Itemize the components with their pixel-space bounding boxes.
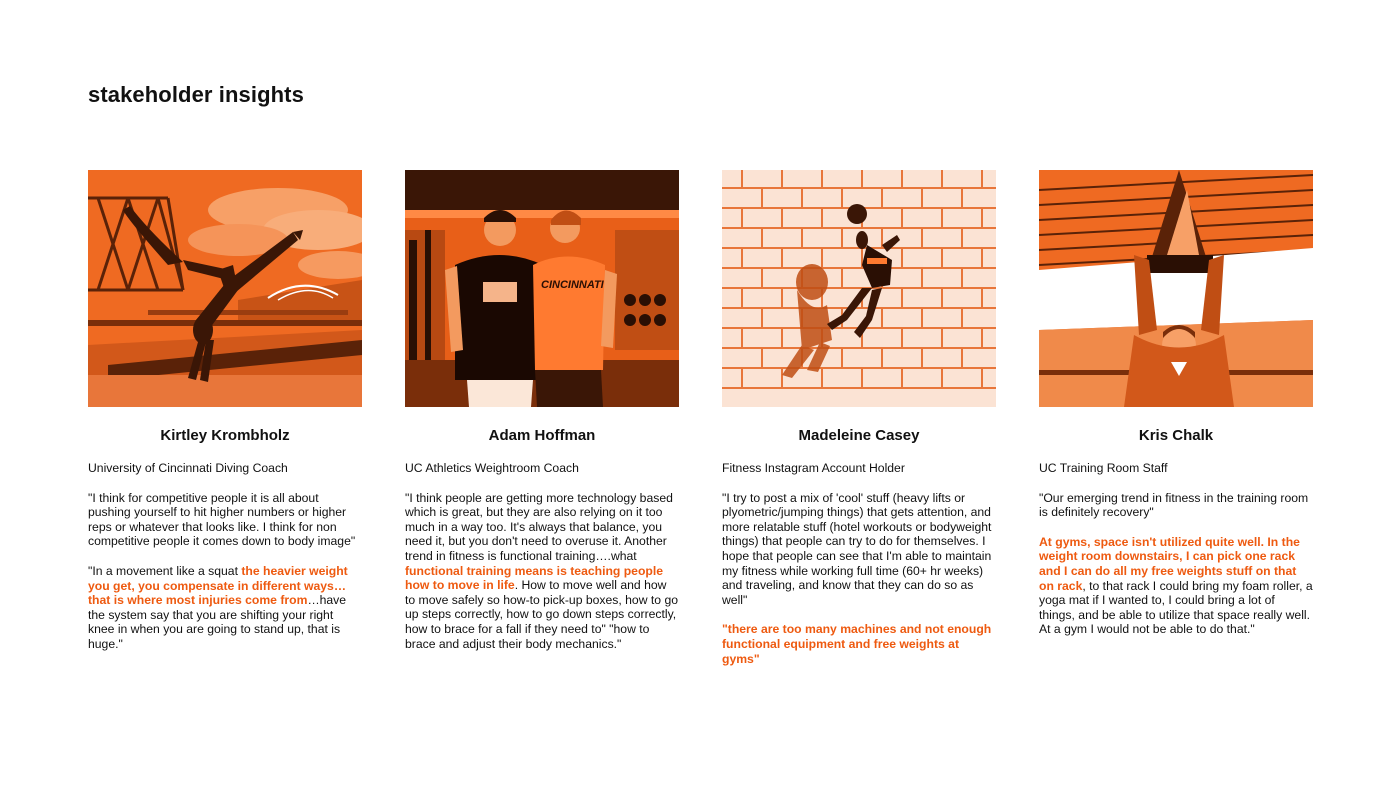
stakeholder-card-kirtley [88,170,362,652]
stakeholder-role: Fitness Instagram Account Holder [722,461,905,475]
stakeholder-quote-highlighted [1039,535,1313,637]
stakeholder-card-madeleine [722,170,996,666]
trophy-photo [1039,170,1313,407]
quote-highlight: the heavier weight you get, you compensate in different ways… that is where most injuries come from [88,563,348,608]
quote-highlight: functional training means is teaching people how to move in life [405,563,664,593]
stakeholder-quote: "I try to post a mix of 'cool' stuff (heavy lifts or plyometric/jumping things) that gets attention, and more relatable stuff (hotel workouts or bodyweight things) that people can try to do for themselves. I hope that people can see that I'm able to maintain my fitness while working full time (60+ hr weeks) and traveling, and know that they can do so as well" [722,490,992,607]
stakeholder-quote-highlighted [722,622,996,666]
stakeholder-quote-highlighted [405,491,679,652]
quote-text: . How to move well and how to move safely so how-to pick-up boxes, how to go up steps correctly, how to go down steps correctly, how to brace for a fall if they need to" "how to brace and adjust their body mechanics." [405,578,679,651]
quote-text: …have the system say that you are shifting your right knee in when you are going to stand up, that is huge." [88,593,347,651]
handstand-photo [88,170,362,407]
stakeholder-quote: "I think for competitive people it is all about pushing yourself to hit higher numbers or higher reps or whatever that looks like. I think for non competitive people it comes down to body image" [88,490,356,549]
quote-highlight: "there are too many machines and not enough functional equipment and free weights at gyms" [722,622,992,666]
stakeholder-card-kris [1039,170,1313,637]
stakeholder-quote-highlighted [88,564,362,652]
stakeholder-name: Adam Hoffman [488,427,596,444]
stakeholder-cards [0,170,1400,770]
quote-text: , to that rack I could bring my foam roller, a yoga mat if I wanted to, I could bring a lot of things, and be able to utilize that space really well. At a gym I would not be able to do that." [1039,578,1313,637]
brick-wall-jump-photo [722,170,996,407]
stakeholder-role: UC Training Room Staff [1039,461,1168,475]
quote-text: "In a movement like a squat [88,563,242,578]
stakeholder-role: UC Athletics Weightroom Coach [405,461,579,475]
quote-highlight: At gyms, space isn't utilized quite well. In the weight room downstairs, I can pick one rack and I can do all my free weights stuff on that on rack [1039,534,1300,593]
page-title: stakeholder insights [88,82,304,107]
stakeholder-role: University of Cincinnati Diving Coach [88,461,288,475]
stakeholder-name: Madeleine Casey [798,427,920,444]
stakeholder-name: Kirtley Krombholz [160,427,290,444]
stakeholder-quote: "Our emerging trend in fitness in the training room is definitely recovery" [1039,490,1309,520]
shirt-text: CINCINNATI [541,279,604,291]
gym-portrait-photo [405,170,679,407]
stakeholder-name: Kris Chalk [1138,427,1214,444]
stakeholder-card-adam [405,170,679,651]
quote-text: "I think people are getting more technology based which is great, but they are also relying on it too much in a way too. It's always that balance, you need it, but you don't need to overuse it. Another trend in fitness is functional training….what [405,490,673,563]
